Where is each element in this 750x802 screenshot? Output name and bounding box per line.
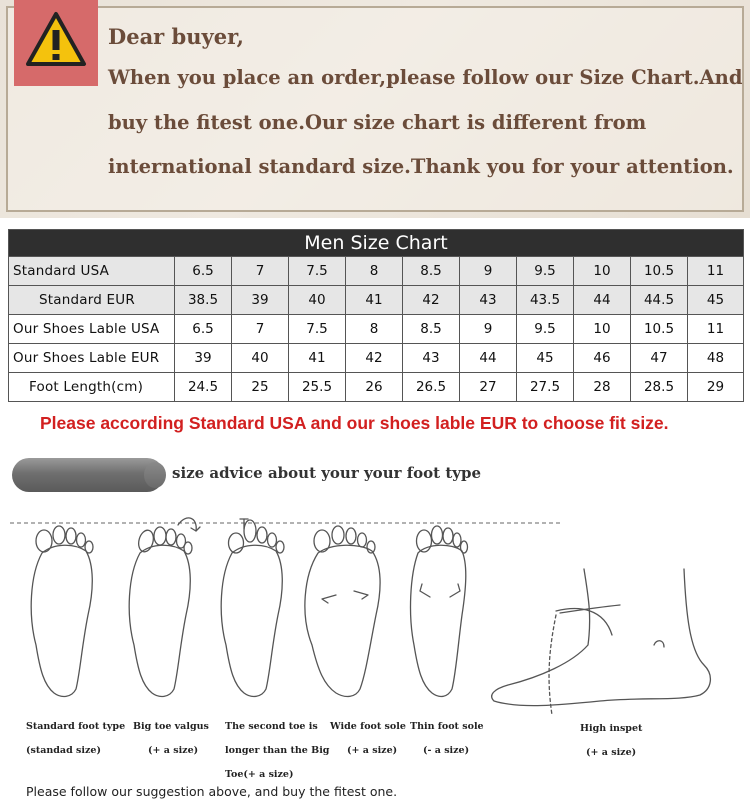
advice-text: Please according Standard USA and our shoes lable EUR to choose fit size. bbox=[40, 413, 669, 433]
thin-foot-drawing bbox=[411, 526, 468, 696]
standard-foot-drawing bbox=[31, 526, 93, 696]
high-instep-drawing bbox=[492, 569, 711, 715]
size-cell: 29 bbox=[688, 373, 744, 402]
caption-valgus-name: Big toe valgus bbox=[133, 721, 209, 732]
caption-instep-name: High inspet bbox=[580, 723, 643, 734]
row-our-lable-eur bbox=[9, 344, 744, 373]
row-label: Our Shoes Lable USA bbox=[9, 315, 175, 344]
second-toe-longer-drawing bbox=[221, 519, 284, 696]
row-our-lable-usa bbox=[9, 315, 744, 344]
caption-standard-note: (standad size) bbox=[26, 745, 101, 756]
size-cell: 38.5 bbox=[175, 286, 232, 315]
warning-badge bbox=[14, 0, 98, 86]
notice-banner bbox=[0, 0, 750, 218]
size-cell: 7.5 bbox=[289, 315, 346, 344]
size-cell: 7 bbox=[232, 315, 289, 344]
size-cell: 9 bbox=[460, 257, 517, 286]
size-cell: 28.5 bbox=[631, 373, 688, 402]
row-foot-length bbox=[9, 373, 744, 402]
size-cell: 27 bbox=[460, 373, 517, 402]
size-cell: 8 bbox=[346, 315, 403, 344]
size-cell: 27.5 bbox=[517, 373, 574, 402]
caption-instep-note: (+ a size) bbox=[586, 747, 637, 758]
size-cell: 24.5 bbox=[175, 373, 232, 402]
footer-note: Please follow our suggestion above, and buy the fitest one. bbox=[26, 784, 398, 799]
size-cell: 40 bbox=[289, 286, 346, 315]
notice-line-2: buy the fitest one.Our size chart is different from bbox=[108, 111, 647, 134]
size-cell: 7.5 bbox=[289, 257, 346, 286]
size-cell: 28 bbox=[574, 373, 631, 402]
row-label: Foot Length(cm) bbox=[9, 373, 175, 402]
size-cell: 43 bbox=[403, 344, 460, 373]
caption-thin-name: Thin foot sole bbox=[410, 721, 484, 732]
size-cell: 46 bbox=[574, 344, 631, 373]
size-cell: 42 bbox=[346, 344, 403, 373]
size-cell: 26 bbox=[346, 373, 403, 402]
foot-section-title: size advice about your your foot type bbox=[172, 464, 482, 482]
size-cell: 39 bbox=[232, 286, 289, 315]
size-cell: 10.5 bbox=[631, 315, 688, 344]
size-cell: 9 bbox=[460, 315, 517, 344]
size-cell: 6.5 bbox=[175, 315, 232, 344]
size-cell: 48 bbox=[688, 344, 744, 373]
caption-second-toe-name-2: longer than the Big bbox=[225, 745, 330, 756]
caption-second-toe-note: Toe(+ a size) bbox=[225, 769, 294, 780]
size-cell: 10 bbox=[574, 257, 631, 286]
size-cell: 45 bbox=[517, 344, 574, 373]
size-cell: 42 bbox=[403, 286, 460, 315]
notice-line-1: When you place an order,please follow our Size Chart.And bbox=[108, 66, 743, 89]
row-label: Standard USA bbox=[9, 257, 175, 286]
row-standard-usa bbox=[9, 257, 744, 286]
size-cell: 39 bbox=[175, 344, 232, 373]
warning-icon bbox=[24, 8, 88, 72]
wide-foot-drawing bbox=[305, 526, 380, 696]
caption-thin-note: (- a size) bbox=[423, 745, 470, 756]
section-pill bbox=[12, 458, 164, 492]
size-cell: 43.5 bbox=[517, 286, 574, 315]
size-cell: 8.5 bbox=[403, 315, 460, 344]
size-cell: 47 bbox=[631, 344, 688, 373]
size-cell: 10.5 bbox=[631, 257, 688, 286]
big-toe-valgus-drawing bbox=[129, 518, 200, 697]
row-label: Our Shoes Lable EUR bbox=[9, 344, 175, 373]
size-cell: 10 bbox=[574, 315, 631, 344]
size-cell: 6.5 bbox=[175, 257, 232, 286]
size-cell: 7 bbox=[232, 257, 289, 286]
row-label: Standard EUR bbox=[9, 286, 175, 315]
caption-wide-note: (+ a size) bbox=[347, 745, 398, 756]
size-cell: 26.5 bbox=[403, 373, 460, 402]
size-cell: 9.5 bbox=[517, 315, 574, 344]
size-cell: 41 bbox=[346, 286, 403, 315]
caption-wide-name: Wide foot sole bbox=[330, 721, 406, 732]
notice-line-3: international standard size.Thank you for your attention. bbox=[108, 155, 734, 178]
size-cell: 44 bbox=[460, 344, 517, 373]
size-cell: 8 bbox=[346, 257, 403, 286]
foot-types-illustration bbox=[0, 505, 750, 715]
row-standard-eur bbox=[9, 286, 744, 315]
size-cell: 44.5 bbox=[631, 286, 688, 315]
size-cell: 44 bbox=[574, 286, 631, 315]
size-cell: 11 bbox=[688, 257, 744, 286]
chart-title: Men Size Chart bbox=[9, 230, 744, 257]
size-cell: 25.5 bbox=[289, 373, 346, 402]
size-cell: 25 bbox=[232, 373, 289, 402]
size-cell: 8.5 bbox=[403, 257, 460, 286]
caption-second-toe-name: The second toe is bbox=[225, 721, 318, 732]
size-cell: 43 bbox=[460, 286, 517, 315]
caption-standard-name: Standard foot type bbox=[26, 721, 126, 732]
size-chart-table bbox=[8, 229, 744, 402]
size-cell: 11 bbox=[688, 315, 744, 344]
size-cell: 41 bbox=[289, 344, 346, 373]
size-cell: 9.5 bbox=[517, 257, 574, 286]
size-cell: 45 bbox=[688, 286, 744, 315]
caption-valgus-note: (+ a size) bbox=[148, 745, 199, 756]
size-cell: 40 bbox=[232, 344, 289, 373]
notice-greeting: Dear buyer, bbox=[108, 24, 244, 49]
